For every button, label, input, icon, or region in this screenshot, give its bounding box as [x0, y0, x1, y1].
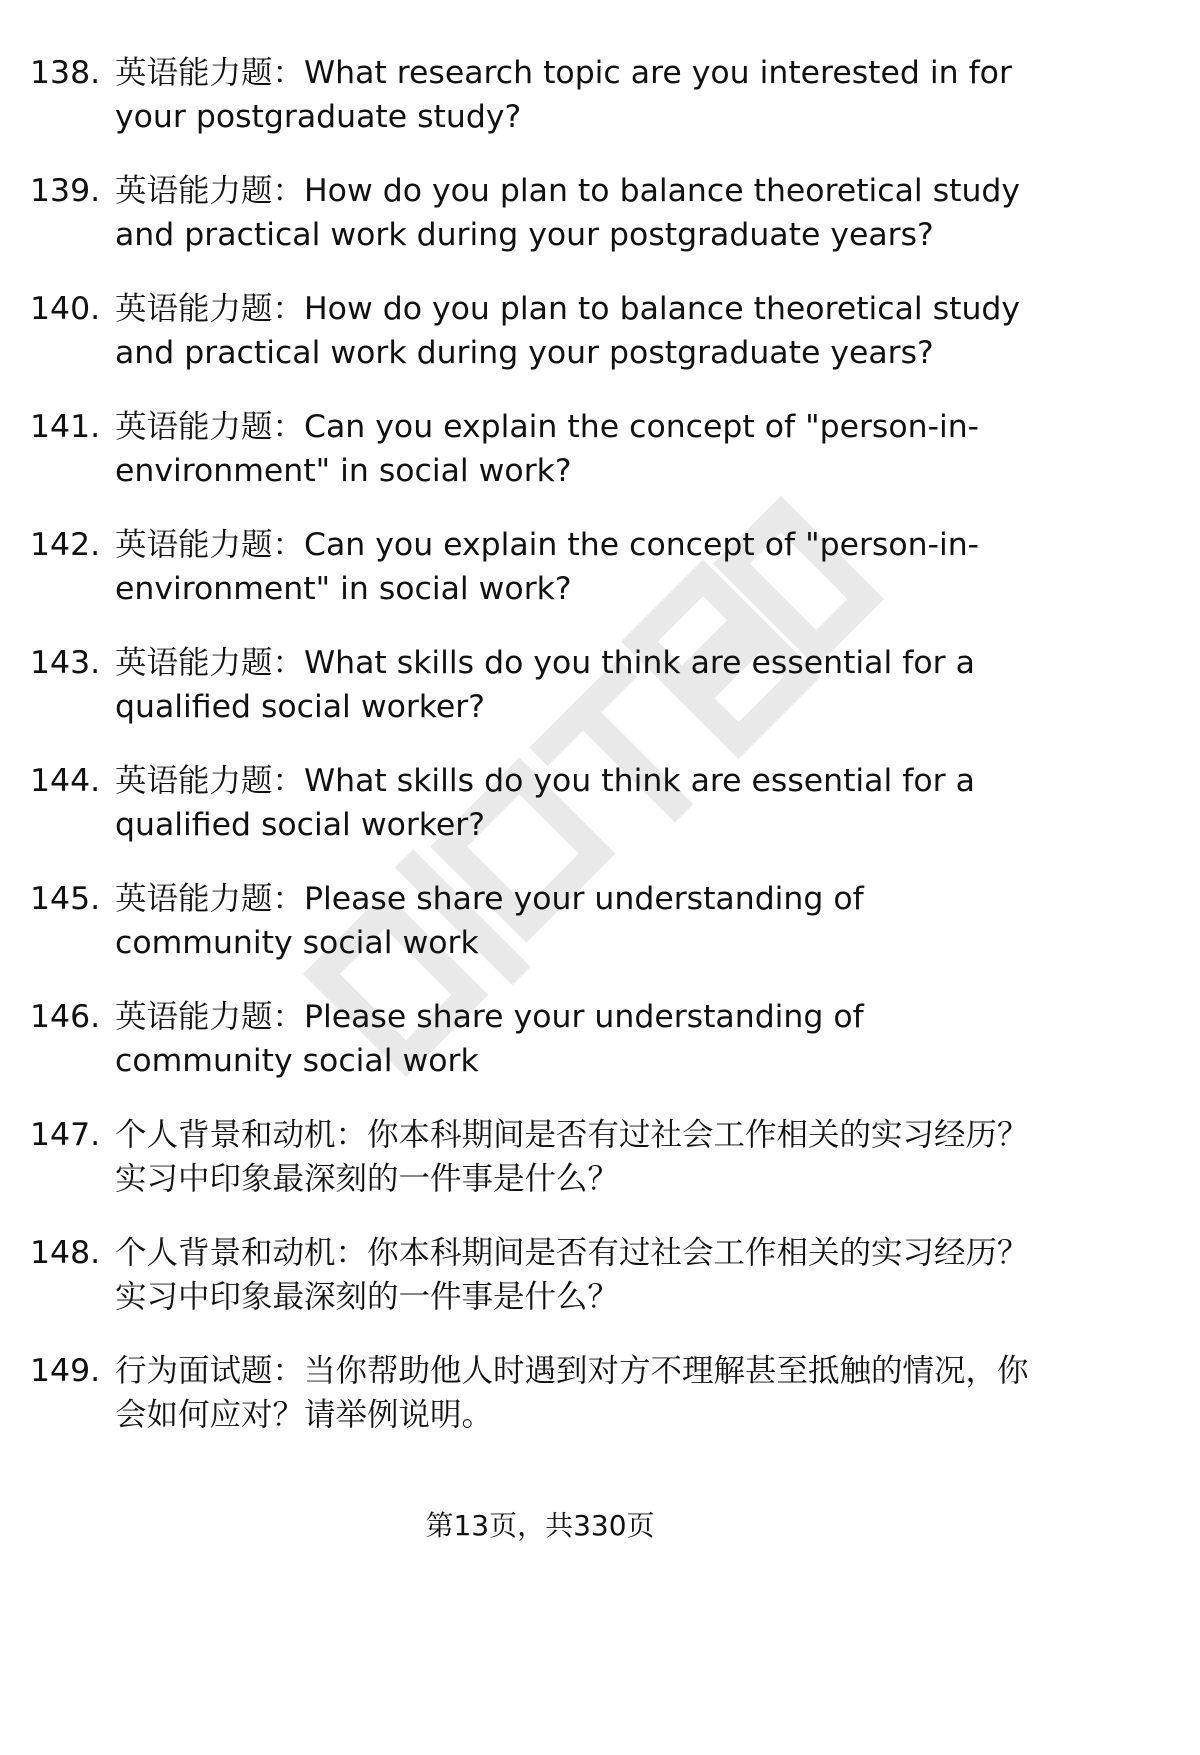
question-number: 145.: [30, 881, 101, 917]
question-text: 英语能力题：Please share your understanding of community social work: [115, 999, 864, 1079]
question-text: 英语能力题：What skills do you think are essential for a qualified social worker?: [115, 763, 975, 843]
question-number: 147.: [30, 1117, 101, 1153]
question-number: 138.: [30, 55, 101, 91]
question-number: 139.: [30, 173, 101, 209]
page-number-footer: 第13页，共330页: [425, 1509, 655, 1542]
question-text: 英语能力题：Can you explain the concept of "person-in-environment" in social work?: [115, 409, 980, 489]
question-item: [30, 1350, 1050, 1437]
question-number: 143.: [30, 645, 101, 681]
question-list: [30, 52, 1050, 1468]
question-text: 行为面试题：当你帮助他人时遇到对方不理解甚至抵触的情况，你会如何应对？请举例说明。: [115, 1353, 1029, 1433]
question-number: 142.: [30, 527, 101, 563]
question-item: [30, 170, 1050, 257]
question-text: 英语能力题：What research topic are you interested in for your postgraduate study?: [115, 55, 1012, 135]
question-item: [30, 996, 1050, 1083]
question-number: 149.: [30, 1353, 101, 1389]
question-text: 英语能力题：How do you plan to balance theoretical study and practical work during your postgraduate years?: [115, 173, 1021, 253]
question-number: 144.: [30, 763, 101, 799]
question-item: [30, 1114, 1050, 1201]
question-number: 140.: [30, 291, 101, 327]
question-item: [30, 406, 1050, 493]
question-item: [30, 760, 1050, 847]
question-item: [30, 52, 1050, 139]
question-item: [30, 1232, 1050, 1319]
question-item: [30, 642, 1050, 729]
question-text: 英语能力题：How do you plan to balance theoretical study and practical work during your postgraduate years?: [115, 291, 1021, 371]
question-item: [30, 878, 1050, 965]
question-text: 英语能力题：Please share your understanding of community social work: [115, 881, 864, 961]
question-text: 个人背景和动机：你本科期间是否有过社会工作相关的实习经历？实习中印象最深刻的一件事是什么？: [115, 1235, 1029, 1315]
question-text: 个人背景和动机：你本科期间是否有过社会工作相关的实习经历？实习中印象最深刻的一件事是什么？: [115, 1117, 1029, 1197]
question-text: 英语能力题：Can you explain the concept of "person-in-environment" in social work?: [115, 527, 980, 607]
question-number: 148.: [30, 1235, 101, 1271]
question-item: [30, 288, 1050, 375]
question-item: [30, 524, 1050, 611]
question-number: 146.: [30, 999, 101, 1035]
question-text: 英语能力题：What skills do you think are essential for a qualified social worker?: [115, 645, 975, 725]
question-number: 141.: [30, 409, 101, 445]
